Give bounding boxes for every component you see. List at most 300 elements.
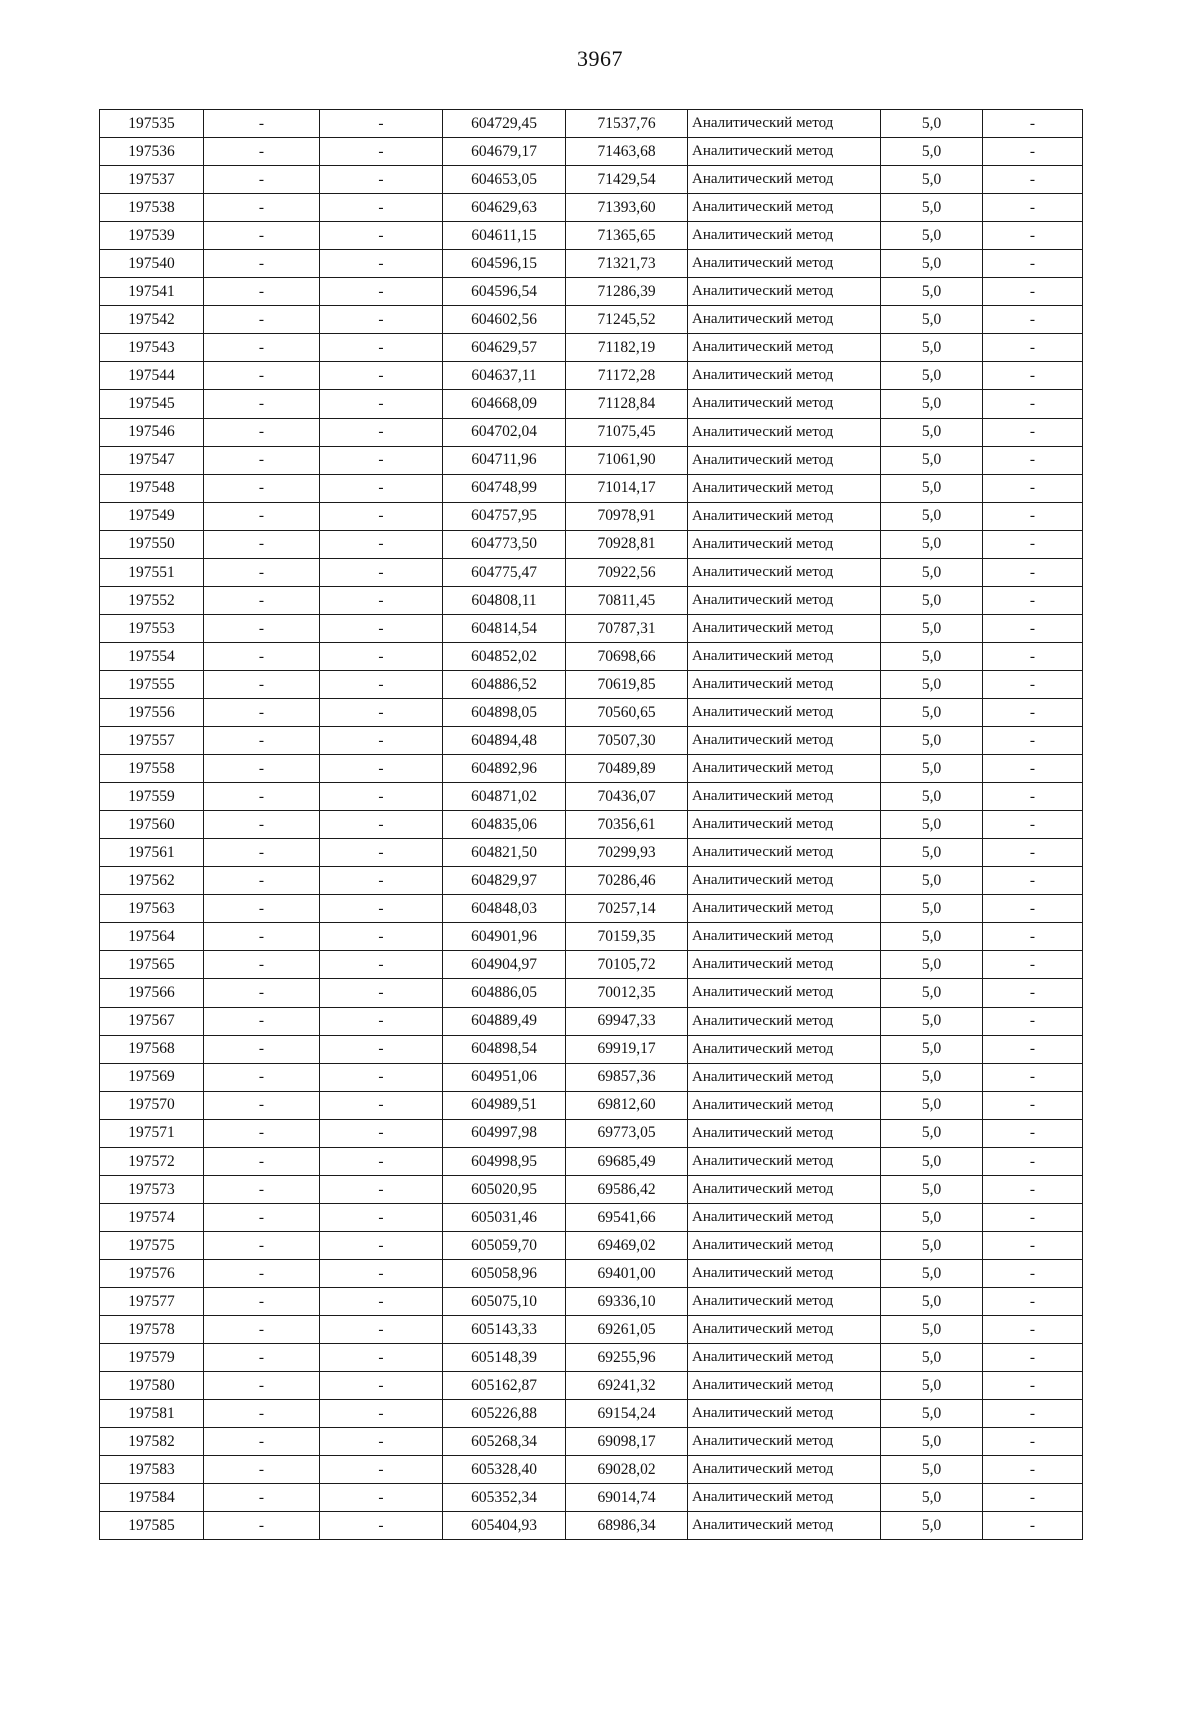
table-row bbox=[100, 1147, 1083, 1175]
point-number-cell: 197576 bbox=[100, 1259, 204, 1287]
y-coordinate-cell: 70105,72 bbox=[566, 951, 688, 979]
old-x-cell: - bbox=[204, 1175, 320, 1203]
table-row bbox=[100, 670, 1083, 698]
accuracy-cell: 5,0 bbox=[881, 951, 983, 979]
y-coordinate-cell: 69541,66 bbox=[566, 1203, 688, 1231]
description-cell: - bbox=[983, 923, 1083, 951]
description-cell: - bbox=[983, 446, 1083, 474]
x-coordinate-cell: 604889,49 bbox=[443, 1007, 566, 1035]
table-row bbox=[100, 839, 1083, 867]
x-coordinate-cell: 604829,97 bbox=[443, 867, 566, 895]
description-cell: - bbox=[983, 811, 1083, 839]
point-number-cell: 197578 bbox=[100, 1316, 204, 1344]
old-y-cell: - bbox=[320, 1372, 443, 1400]
accuracy-cell: 5,0 bbox=[881, 1007, 983, 1035]
method-cell: Аналитический метод bbox=[688, 558, 881, 586]
method-cell: Аналитический метод bbox=[688, 1259, 881, 1287]
method-cell: Аналитический метод bbox=[688, 979, 881, 1007]
old-x-cell: - bbox=[204, 474, 320, 502]
accuracy-cell: 5,0 bbox=[881, 698, 983, 726]
point-number-cell: 197583 bbox=[100, 1456, 204, 1484]
y-coordinate-cell: 69098,17 bbox=[566, 1428, 688, 1456]
table-row bbox=[100, 1203, 1083, 1231]
old-y-cell: - bbox=[320, 446, 443, 474]
y-coordinate-cell: 69586,42 bbox=[566, 1175, 688, 1203]
description-cell: - bbox=[983, 1035, 1083, 1063]
x-coordinate-cell: 605075,10 bbox=[443, 1287, 566, 1315]
x-coordinate-cell: 604602,56 bbox=[443, 306, 566, 334]
old-y-cell: - bbox=[320, 1287, 443, 1315]
y-coordinate-cell: 69261,05 bbox=[566, 1316, 688, 1344]
point-number-cell: 197558 bbox=[100, 755, 204, 783]
table-row bbox=[100, 474, 1083, 502]
method-cell: Аналитический метод bbox=[688, 1512, 881, 1540]
accuracy-cell: 5,0 bbox=[881, 530, 983, 558]
old-x-cell: - bbox=[204, 530, 320, 558]
y-coordinate-cell: 69336,10 bbox=[566, 1287, 688, 1315]
accuracy-cell: 5,0 bbox=[881, 783, 983, 811]
description-cell: - bbox=[983, 502, 1083, 530]
method-cell: Аналитический метод bbox=[688, 1203, 881, 1231]
method-cell: Аналитический метод bbox=[688, 530, 881, 558]
old-x-cell: - bbox=[204, 1512, 320, 1540]
old-x-cell: - bbox=[204, 727, 320, 755]
x-coordinate-cell: 605143,33 bbox=[443, 1316, 566, 1344]
accuracy-cell: 5,0 bbox=[881, 194, 983, 222]
description-cell: - bbox=[983, 895, 1083, 923]
coordinates-table-body bbox=[100, 110, 1083, 1540]
y-coordinate-cell: 71393,60 bbox=[566, 194, 688, 222]
description-cell: - bbox=[983, 1231, 1083, 1259]
accuracy-cell: 5,0 bbox=[881, 362, 983, 390]
point-number-cell: 197571 bbox=[100, 1119, 204, 1147]
accuracy-cell: 5,0 bbox=[881, 811, 983, 839]
accuracy-cell: 5,0 bbox=[881, 1484, 983, 1512]
y-coordinate-cell: 69014,74 bbox=[566, 1484, 688, 1512]
x-coordinate-cell: 605020,95 bbox=[443, 1175, 566, 1203]
accuracy-cell: 5,0 bbox=[881, 502, 983, 530]
x-coordinate-cell: 604773,50 bbox=[443, 530, 566, 558]
table-row bbox=[100, 895, 1083, 923]
table-row bbox=[100, 1259, 1083, 1287]
y-coordinate-cell: 70698,66 bbox=[566, 642, 688, 670]
point-number-cell: 197568 bbox=[100, 1035, 204, 1063]
x-coordinate-cell: 604711,96 bbox=[443, 446, 566, 474]
table-row bbox=[100, 951, 1083, 979]
old-y-cell: - bbox=[320, 1259, 443, 1287]
method-cell: Аналитический метод bbox=[688, 614, 881, 642]
old-x-cell: - bbox=[204, 979, 320, 1007]
old-y-cell: - bbox=[320, 558, 443, 586]
old-x-cell: - bbox=[204, 418, 320, 446]
description-cell: - bbox=[983, 698, 1083, 726]
old-y-cell: - bbox=[320, 474, 443, 502]
description-cell: - bbox=[983, 670, 1083, 698]
description-cell: - bbox=[983, 1203, 1083, 1231]
old-y-cell: - bbox=[320, 1007, 443, 1035]
old-x-cell: - bbox=[204, 390, 320, 418]
accuracy-cell: 5,0 bbox=[881, 642, 983, 670]
description-cell: - bbox=[983, 1400, 1083, 1428]
table-row bbox=[100, 390, 1083, 418]
method-cell: Аналитический метод bbox=[688, 783, 881, 811]
x-coordinate-cell: 604808,11 bbox=[443, 586, 566, 614]
point-number-cell: 197567 bbox=[100, 1007, 204, 1035]
point-number-cell: 197555 bbox=[100, 670, 204, 698]
description-cell: - bbox=[983, 1091, 1083, 1119]
description-cell: - bbox=[983, 418, 1083, 446]
accuracy-cell: 5,0 bbox=[881, 1063, 983, 1091]
y-coordinate-cell: 69401,00 bbox=[566, 1259, 688, 1287]
point-number-cell: 197549 bbox=[100, 502, 204, 530]
y-coordinate-cell: 71245,52 bbox=[566, 306, 688, 334]
old-x-cell: - bbox=[204, 1287, 320, 1315]
table-row bbox=[100, 698, 1083, 726]
y-coordinate-cell: 69255,96 bbox=[566, 1344, 688, 1372]
old-y-cell: - bbox=[320, 755, 443, 783]
method-cell: Аналитический метод bbox=[688, 1035, 881, 1063]
accuracy-cell: 5,0 bbox=[881, 1400, 983, 1428]
point-number-cell: 197539 bbox=[100, 222, 204, 250]
method-cell: Аналитический метод bbox=[688, 642, 881, 670]
accuracy-cell: 5,0 bbox=[881, 895, 983, 923]
y-coordinate-cell: 69469,02 bbox=[566, 1231, 688, 1259]
point-number-cell: 197573 bbox=[100, 1175, 204, 1203]
old-y-cell: - bbox=[320, 586, 443, 614]
y-coordinate-cell: 70507,30 bbox=[566, 727, 688, 755]
point-number-cell: 197581 bbox=[100, 1400, 204, 1428]
point-number-cell: 197560 bbox=[100, 811, 204, 839]
y-coordinate-cell: 70619,85 bbox=[566, 670, 688, 698]
old-y-cell: - bbox=[320, 138, 443, 166]
point-number-cell: 197547 bbox=[100, 446, 204, 474]
old-x-cell: - bbox=[204, 446, 320, 474]
x-coordinate-cell: 604998,95 bbox=[443, 1147, 566, 1175]
old-x-cell: - bbox=[204, 1119, 320, 1147]
table-row bbox=[100, 558, 1083, 586]
point-number-cell: 197550 bbox=[100, 530, 204, 558]
point-number-cell: 197566 bbox=[100, 979, 204, 1007]
accuracy-cell: 5,0 bbox=[881, 1231, 983, 1259]
description-cell: - bbox=[983, 586, 1083, 614]
table-row bbox=[100, 194, 1083, 222]
old-y-cell: - bbox=[320, 530, 443, 558]
point-number-cell: 197546 bbox=[100, 418, 204, 446]
y-coordinate-cell: 70489,89 bbox=[566, 755, 688, 783]
y-coordinate-cell: 69241,32 bbox=[566, 1372, 688, 1400]
description-cell: - bbox=[983, 334, 1083, 362]
y-coordinate-cell: 70928,81 bbox=[566, 530, 688, 558]
old-y-cell: - bbox=[320, 839, 443, 867]
accuracy-cell: 5,0 bbox=[881, 1091, 983, 1119]
x-coordinate-cell: 604757,95 bbox=[443, 502, 566, 530]
accuracy-cell: 5,0 bbox=[881, 222, 983, 250]
method-cell: Аналитический метод bbox=[688, 1175, 881, 1203]
description-cell: - bbox=[983, 278, 1083, 306]
accuracy-cell: 5,0 bbox=[881, 979, 983, 1007]
method-cell: Аналитический метод bbox=[688, 250, 881, 278]
accuracy-cell: 5,0 bbox=[881, 558, 983, 586]
old-y-cell: - bbox=[320, 1344, 443, 1372]
old-y-cell: - bbox=[320, 1147, 443, 1175]
old-y-cell: - bbox=[320, 951, 443, 979]
description-cell: - bbox=[983, 642, 1083, 670]
y-coordinate-cell: 69685,49 bbox=[566, 1147, 688, 1175]
method-cell: Аналитический метод bbox=[688, 1287, 881, 1315]
table-row bbox=[100, 530, 1083, 558]
x-coordinate-cell: 604852,02 bbox=[443, 642, 566, 670]
y-coordinate-cell: 70436,07 bbox=[566, 783, 688, 811]
method-cell: Аналитический метод bbox=[688, 1091, 881, 1119]
x-coordinate-cell: 604748,99 bbox=[443, 474, 566, 502]
method-cell: Аналитический метод bbox=[688, 839, 881, 867]
old-x-cell: - bbox=[204, 698, 320, 726]
table-row bbox=[100, 1063, 1083, 1091]
x-coordinate-cell: 604892,96 bbox=[443, 755, 566, 783]
method-cell: Аналитический метод bbox=[688, 418, 881, 446]
table-row bbox=[100, 110, 1083, 138]
table-row bbox=[100, 362, 1083, 390]
old-x-cell: - bbox=[204, 1344, 320, 1372]
y-coordinate-cell: 70356,61 bbox=[566, 811, 688, 839]
accuracy-cell: 5,0 bbox=[881, 923, 983, 951]
x-coordinate-cell: 604898,54 bbox=[443, 1035, 566, 1063]
old-x-cell: - bbox=[204, 783, 320, 811]
description-cell: - bbox=[983, 166, 1083, 194]
old-x-cell: - bbox=[204, 1147, 320, 1175]
y-coordinate-cell: 70286,46 bbox=[566, 867, 688, 895]
y-coordinate-cell: 71061,90 bbox=[566, 446, 688, 474]
point-number-cell: 197544 bbox=[100, 362, 204, 390]
accuracy-cell: 5,0 bbox=[881, 1287, 983, 1315]
x-coordinate-cell: 604629,57 bbox=[443, 334, 566, 362]
old-x-cell: - bbox=[204, 362, 320, 390]
y-coordinate-cell: 69857,36 bbox=[566, 1063, 688, 1091]
point-number-cell: 197579 bbox=[100, 1344, 204, 1372]
method-cell: Аналитический метод bbox=[688, 334, 881, 362]
x-coordinate-cell: 605162,87 bbox=[443, 1372, 566, 1400]
x-coordinate-cell: 604814,54 bbox=[443, 614, 566, 642]
old-x-cell: - bbox=[204, 867, 320, 895]
old-x-cell: - bbox=[204, 1456, 320, 1484]
old-x-cell: - bbox=[204, 278, 320, 306]
old-x-cell: - bbox=[204, 923, 320, 951]
old-x-cell: - bbox=[204, 586, 320, 614]
table-row bbox=[100, 1287, 1083, 1315]
accuracy-cell: 5,0 bbox=[881, 1372, 983, 1400]
accuracy-cell: 5,0 bbox=[881, 306, 983, 334]
old-x-cell: - bbox=[204, 1316, 320, 1344]
x-coordinate-cell: 604989,51 bbox=[443, 1091, 566, 1119]
point-number-cell: 197545 bbox=[100, 390, 204, 418]
accuracy-cell: 5,0 bbox=[881, 1147, 983, 1175]
point-number-cell: 197585 bbox=[100, 1512, 204, 1540]
method-cell: Аналитический метод bbox=[688, 166, 881, 194]
point-number-cell: 197577 bbox=[100, 1287, 204, 1315]
accuracy-cell: 5,0 bbox=[881, 1512, 983, 1540]
description-cell: - bbox=[983, 727, 1083, 755]
x-coordinate-cell: 605268,34 bbox=[443, 1428, 566, 1456]
description-cell: - bbox=[983, 839, 1083, 867]
accuracy-cell: 5,0 bbox=[881, 755, 983, 783]
method-cell: Аналитический метод bbox=[688, 1372, 881, 1400]
point-number-cell: 197569 bbox=[100, 1063, 204, 1091]
point-number-cell: 197564 bbox=[100, 923, 204, 951]
old-x-cell: - bbox=[204, 1484, 320, 1512]
description-cell: - bbox=[983, 867, 1083, 895]
description-cell: - bbox=[983, 1344, 1083, 1372]
x-coordinate-cell: 605328,40 bbox=[443, 1456, 566, 1484]
y-coordinate-cell: 71429,54 bbox=[566, 166, 688, 194]
accuracy-cell: 5,0 bbox=[881, 166, 983, 194]
method-cell: Аналитический метод bbox=[688, 306, 881, 334]
accuracy-cell: 5,0 bbox=[881, 586, 983, 614]
accuracy-cell: 5,0 bbox=[881, 390, 983, 418]
old-x-cell: - bbox=[204, 1007, 320, 1035]
old-x-cell: - bbox=[204, 194, 320, 222]
point-number-cell: 197575 bbox=[100, 1231, 204, 1259]
x-coordinate-cell: 604904,97 bbox=[443, 951, 566, 979]
coordinates-table bbox=[99, 109, 1083, 1540]
y-coordinate-cell: 69812,60 bbox=[566, 1091, 688, 1119]
method-cell: Аналитический метод bbox=[688, 1231, 881, 1259]
method-cell: Аналитический метод bbox=[688, 923, 881, 951]
old-x-cell: - bbox=[204, 1259, 320, 1287]
point-number-cell: 197584 bbox=[100, 1484, 204, 1512]
y-coordinate-cell: 71172,28 bbox=[566, 362, 688, 390]
method-cell: Аналитический метод bbox=[688, 1007, 881, 1035]
table-row bbox=[100, 1344, 1083, 1372]
method-cell: Аналитический метод bbox=[688, 1456, 881, 1484]
old-x-cell: - bbox=[204, 1231, 320, 1259]
old-y-cell: - bbox=[320, 979, 443, 1007]
method-cell: Аналитический метод bbox=[688, 362, 881, 390]
table-row bbox=[100, 614, 1083, 642]
method-cell: Аналитический метод bbox=[688, 390, 881, 418]
x-coordinate-cell: 604637,11 bbox=[443, 362, 566, 390]
table-row bbox=[100, 1512, 1083, 1540]
accuracy-cell: 5,0 bbox=[881, 250, 983, 278]
table-row bbox=[100, 923, 1083, 951]
old-y-cell: - bbox=[320, 1063, 443, 1091]
point-number-cell: 197554 bbox=[100, 642, 204, 670]
old-y-cell: - bbox=[320, 923, 443, 951]
old-x-cell: - bbox=[204, 110, 320, 138]
point-number-cell: 197541 bbox=[100, 278, 204, 306]
old-y-cell: - bbox=[320, 166, 443, 194]
accuracy-cell: 5,0 bbox=[881, 446, 983, 474]
description-cell: - bbox=[983, 951, 1083, 979]
description-cell: - bbox=[983, 222, 1083, 250]
x-coordinate-cell: 604835,06 bbox=[443, 811, 566, 839]
old-y-cell: - bbox=[320, 1428, 443, 1456]
x-coordinate-cell: 605148,39 bbox=[443, 1344, 566, 1372]
description-cell: - bbox=[983, 1119, 1083, 1147]
y-coordinate-cell: 70012,35 bbox=[566, 979, 688, 1007]
y-coordinate-cell: 70257,14 bbox=[566, 895, 688, 923]
y-coordinate-cell: 69028,02 bbox=[566, 1456, 688, 1484]
table-row bbox=[100, 979, 1083, 1007]
method-cell: Аналитический метод bbox=[688, 1428, 881, 1456]
table-row bbox=[100, 306, 1083, 334]
old-y-cell: - bbox=[320, 250, 443, 278]
table-row bbox=[100, 1456, 1083, 1484]
old-y-cell: - bbox=[320, 1175, 443, 1203]
old-y-cell: - bbox=[320, 110, 443, 138]
old-x-cell: - bbox=[204, 334, 320, 362]
description-cell: - bbox=[983, 306, 1083, 334]
method-cell: Аналитический метод bbox=[688, 811, 881, 839]
accuracy-cell: 5,0 bbox=[881, 614, 983, 642]
old-x-cell: - bbox=[204, 558, 320, 586]
x-coordinate-cell: 605058,96 bbox=[443, 1259, 566, 1287]
old-x-cell: - bbox=[204, 1063, 320, 1091]
method-cell: Аналитический метод bbox=[688, 502, 881, 530]
x-coordinate-cell: 604901,96 bbox=[443, 923, 566, 951]
y-coordinate-cell: 69919,17 bbox=[566, 1035, 688, 1063]
method-cell: Аналитический метод bbox=[688, 727, 881, 755]
x-coordinate-cell: 604668,09 bbox=[443, 390, 566, 418]
point-number-cell: 197565 bbox=[100, 951, 204, 979]
point-number-cell: 197557 bbox=[100, 727, 204, 755]
method-cell: Аналитический метод bbox=[688, 1147, 881, 1175]
old-x-cell: - bbox=[204, 670, 320, 698]
method-cell: Аналитический метод bbox=[688, 951, 881, 979]
point-number-cell: 197553 bbox=[100, 614, 204, 642]
accuracy-cell: 5,0 bbox=[881, 334, 983, 362]
accuracy-cell: 5,0 bbox=[881, 1456, 983, 1484]
x-coordinate-cell: 604702,04 bbox=[443, 418, 566, 446]
old-y-cell: - bbox=[320, 1035, 443, 1063]
method-cell: Аналитический метод bbox=[688, 278, 881, 306]
old-y-cell: - bbox=[320, 1484, 443, 1512]
point-number-cell: 197548 bbox=[100, 474, 204, 502]
point-number-cell: 197580 bbox=[100, 1372, 204, 1400]
method-cell: Аналитический метод bbox=[688, 1400, 881, 1428]
method-cell: Аналитический метод bbox=[688, 474, 881, 502]
table-row bbox=[100, 446, 1083, 474]
x-coordinate-cell: 604679,17 bbox=[443, 138, 566, 166]
y-coordinate-cell: 71182,19 bbox=[566, 334, 688, 362]
table-row bbox=[100, 250, 1083, 278]
x-coordinate-cell: 605226,88 bbox=[443, 1400, 566, 1428]
old-y-cell: - bbox=[320, 811, 443, 839]
point-number-cell: 197542 bbox=[100, 306, 204, 334]
method-cell: Аналитический метод bbox=[688, 1344, 881, 1372]
description-cell: - bbox=[983, 1484, 1083, 1512]
point-number-cell: 197574 bbox=[100, 1203, 204, 1231]
description-cell: - bbox=[983, 530, 1083, 558]
x-coordinate-cell: 604997,98 bbox=[443, 1119, 566, 1147]
point-number-cell: 197563 bbox=[100, 895, 204, 923]
old-x-cell: - bbox=[204, 895, 320, 923]
y-coordinate-cell: 69154,24 bbox=[566, 1400, 688, 1428]
method-cell: Аналитический метод bbox=[688, 138, 881, 166]
x-coordinate-cell: 605031,46 bbox=[443, 1203, 566, 1231]
description-cell: - bbox=[983, 783, 1083, 811]
description-cell: - bbox=[983, 1287, 1083, 1315]
table-row bbox=[100, 418, 1083, 446]
description-cell: - bbox=[983, 362, 1083, 390]
description-cell: - bbox=[983, 755, 1083, 783]
description-cell: - bbox=[983, 1175, 1083, 1203]
x-coordinate-cell: 604848,03 bbox=[443, 895, 566, 923]
point-number-cell: 197551 bbox=[100, 558, 204, 586]
old-y-cell: - bbox=[320, 222, 443, 250]
y-coordinate-cell: 70299,93 bbox=[566, 839, 688, 867]
accuracy-cell: 5,0 bbox=[881, 1428, 983, 1456]
y-coordinate-cell: 71463,68 bbox=[566, 138, 688, 166]
